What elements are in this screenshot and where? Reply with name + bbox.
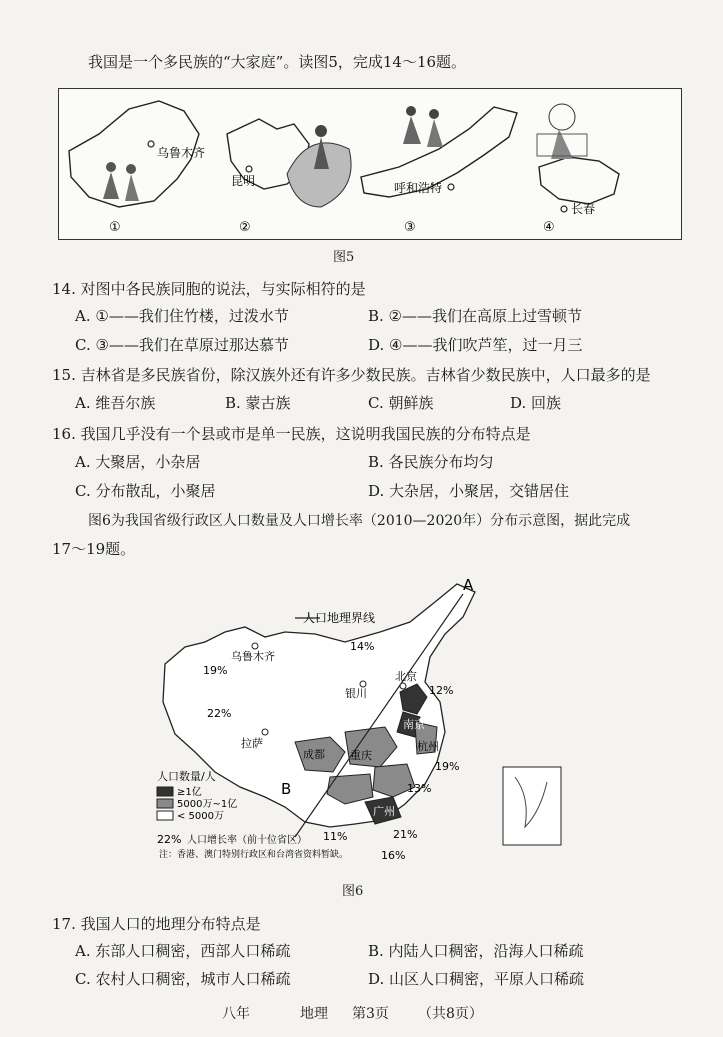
figure-5-caption: 图5 [333, 250, 355, 265]
figure-6-map [145, 572, 575, 862]
city-label-4: 长春 [571, 202, 596, 216]
footer-page: 第3页 [352, 1006, 389, 1022]
rate-label-8: 11% [323, 830, 348, 843]
legend-title: 人口数量/人 [157, 770, 216, 783]
q14-option-a: A. ①——我们住竹楼，过泼水节 [75, 307, 289, 325]
q14-stem: 14. 对图中各民族同胞的说法，与实际相符的是 [52, 280, 366, 298]
q17-option-c: C. 农村人口稠密，城市人口稀疏 [75, 970, 291, 988]
region-outline-4 [539, 157, 619, 204]
panel-num-3: ③ [404, 220, 416, 235]
dancer-figure-1 [103, 162, 139, 201]
q16-option-d: D. 大杂居，小聚居，交错居住 [368, 482, 570, 500]
legend-item-high: ≥1亿 [177, 787, 202, 798]
q16-option-a: A. 大聚居，小杂居 [75, 453, 201, 471]
footer-total: （共8页） [418, 1006, 483, 1022]
q15-option-d: D. 回族 [510, 394, 562, 412]
q15-option-c: C. 朝鲜族 [368, 394, 434, 412]
intro-fig5: 我国是一个多民族的“大家庭”。读图5，完成14～16题。 [88, 53, 467, 71]
figure-5 [58, 88, 682, 240]
q17-stem: 17. 我国人口的地理分布特点是 [52, 915, 261, 933]
rate-label-6: 13% [407, 782, 432, 795]
city-label-1: 乌鲁木齐 [157, 146, 206, 160]
rate-label-10: 16% [381, 849, 406, 862]
rate-label-2: 19% [203, 664, 228, 677]
point-a-label: A [463, 576, 474, 594]
city-dot-3 [448, 184, 454, 190]
city-label-nanjing: 南京 [403, 718, 425, 731]
q15-option-a: A. 维吾尔族 [75, 394, 156, 412]
q16-stem: 16. 我国几乎没有一个县或市是单一民族，这说明我国民族的分布特点是 [52, 425, 531, 443]
city-label-beijing: 北京 [395, 670, 417, 683]
legend-swatch-high [157, 787, 173, 796]
figure-5-drawing [59, 89, 681, 239]
city-label-lhasa: 拉萨 [241, 737, 263, 750]
peacock-dancer-figure [287, 125, 351, 207]
rate-label-3: 22% [207, 707, 232, 720]
legend-rate-footnote: 人口增长率（前十位省区） [187, 835, 307, 846]
rate-label-5: 19% [435, 760, 460, 773]
rate-label-7: 22% [157, 833, 182, 846]
boundary-line-label: 人口地理界线 [303, 611, 376, 625]
legend-item-mid: 5000万~1亿 [177, 799, 238, 810]
city-dot-lhasa [262, 729, 268, 735]
city-dot-beijing [400, 683, 406, 689]
south-china-sea-inset [503, 767, 561, 845]
figure-6-caption: 图6 [342, 884, 364, 899]
city-dot-4 [561, 206, 567, 212]
panel-num-2: ② [239, 220, 251, 235]
q17-option-d: D. 山区人口稠密，平原人口稀疏 [368, 970, 585, 988]
city-label-3: 呼和浩特 [394, 181, 443, 195]
rate-label-1: 14% [350, 640, 375, 653]
city-label-chengdu: 成都 [303, 748, 325, 761]
q17-option-a: A. 东部人口稠密，西部人口稀疏 [75, 942, 291, 960]
q15-stem: 15. 吉林省是多民族省份，除汉族外还有许多少数民族。吉林省少数民族中，人口最多的是 [52, 366, 651, 384]
dancers-figure-4 [537, 104, 587, 159]
city-label-urumqi: 乌鲁木齐 [231, 650, 275, 663]
q15-option-b: B. 蒙古族 [225, 394, 291, 412]
panel-num-1: ① [109, 220, 121, 235]
city-label-yinchuan: 银川 [345, 687, 367, 700]
city-label-guangzhou: 广州 [373, 805, 395, 818]
intro-fig6-line2: 17～19题。 [52, 540, 136, 558]
city-label-2: 昆明 [231, 174, 256, 188]
q14-option-c: C. ③——我们在草原过那达慕节 [75, 336, 289, 354]
city-label-chongqing: 重庆 [350, 749, 372, 762]
city-dot-2 [246, 166, 252, 172]
legend-item-low: < 5000万 [177, 811, 225, 822]
dancers-figure-3 [403, 106, 443, 147]
q14-option-b: B. ②——我们在高原上过雪顿节 [368, 307, 583, 325]
intro-fig6-line1: 图6为我国省级行政区人口数量及人口增长率（2010—2020年）分布示意图，据此完成 [88, 513, 631, 529]
footer-subject: 地理 [300, 1006, 328, 1022]
legend-swatch-low [157, 811, 173, 820]
q17-option-b: B. 内陆人口稠密，沿海人口稀疏 [368, 942, 584, 960]
city-dot-urumqi [252, 643, 258, 649]
rate-label-4: 12% [429, 684, 454, 697]
legend-swatch-mid [157, 799, 173, 808]
city-label-hangzhou: 杭州 [417, 740, 439, 753]
china-population-map [145, 572, 575, 862]
q16-option-c: C. 分布散乱，小聚居 [75, 482, 216, 500]
rate-label-9: 21% [393, 828, 418, 841]
q14-option-d: D. ④——我们吹芦笙，过一月三 [368, 336, 583, 354]
panel-num-4: ④ [543, 220, 555, 235]
legend-note: 注：香港、澳门特别行政区和台湾省资料暂缺。 [159, 850, 349, 860]
point-b-label: B [281, 780, 292, 798]
city-dot-1 [148, 141, 154, 147]
q16-option-b: B. 各民族分布均匀 [368, 453, 494, 471]
footer-grade: 八年 [222, 1006, 250, 1022]
